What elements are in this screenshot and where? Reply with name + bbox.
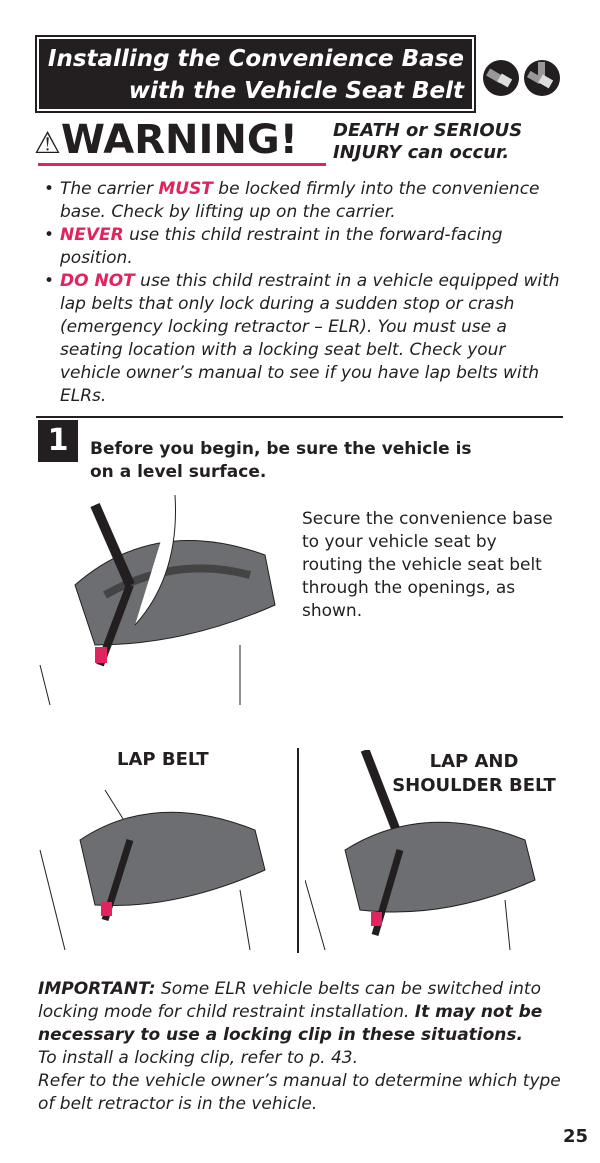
- base-installation-illustration: [35, 495, 295, 710]
- divider: [36, 416, 563, 418]
- important-note: IMPORTANT: Some ELR vehicle belts can be switched into locking mode for child restraint installation. It may not be necessary to use a locking clip in these situations. To install a locking clip, refer to p. 43. Refer to the vehicle owner’s manual to determine which type of belt retractor is in the vehicle.: [38, 979, 561, 1114]
- step-heading: Before you begin, be sure the vehicle is on a level surface.: [90, 439, 472, 482]
- lap-shoulder-belt-icon: [524, 60, 560, 96]
- section-title: [37, 37, 474, 111]
- title-line-1: Installing the Convenience Base: [47, 46, 464, 72]
- list-item: • NEVER use this child restraint in the forward-facing position.: [44, 224, 564, 270]
- lap-belt-illustration: [35, 770, 295, 955]
- warning-triangle-icon: ⚠: [34, 126, 61, 161]
- step-instructions: Secure the convenience base to your vehicle seat by routing the vehicle seat belt through the openings, as shown.: [302, 509, 553, 621]
- lap-shoulder-belt-illustration: [305, 750, 565, 955]
- list-item: • DO NOT use this child restraint in a vehicle equipped with lap belts that only lock during a sudden stop or crash (emergency locking retractor – ELR). You must use a seating location with a locking seat belt. Check your vehicle owner’s manual to see if you have lap belts with ELRs.: [44, 270, 564, 408]
- warning-list: [44, 178, 564, 408]
- warning-heading: ⚠WARNING!: [34, 117, 298, 163]
- lap-belt-label: LAP BELT: [117, 749, 209, 770]
- warning-subtext: DEATH or SERIOUS INJURY can occur.: [333, 120, 523, 163]
- warning-underline: [38, 163, 326, 166]
- list-item: • The carrier MUST be locked firmly into the convenience base. Check by lifting up on the carrier.: [44, 178, 564, 224]
- lap-belt-icon: [483, 60, 519, 96]
- title-line-2: with the Vehicle Seat Belt: [128, 78, 464, 104]
- lap-shoulder-belt-label: LAP AND SHOULDER BELT: [392, 751, 556, 796]
- step-number: 1: [38, 420, 78, 462]
- page-number: 25: [562, 1126, 588, 1147]
- illustration-divider: [297, 748, 299, 953]
